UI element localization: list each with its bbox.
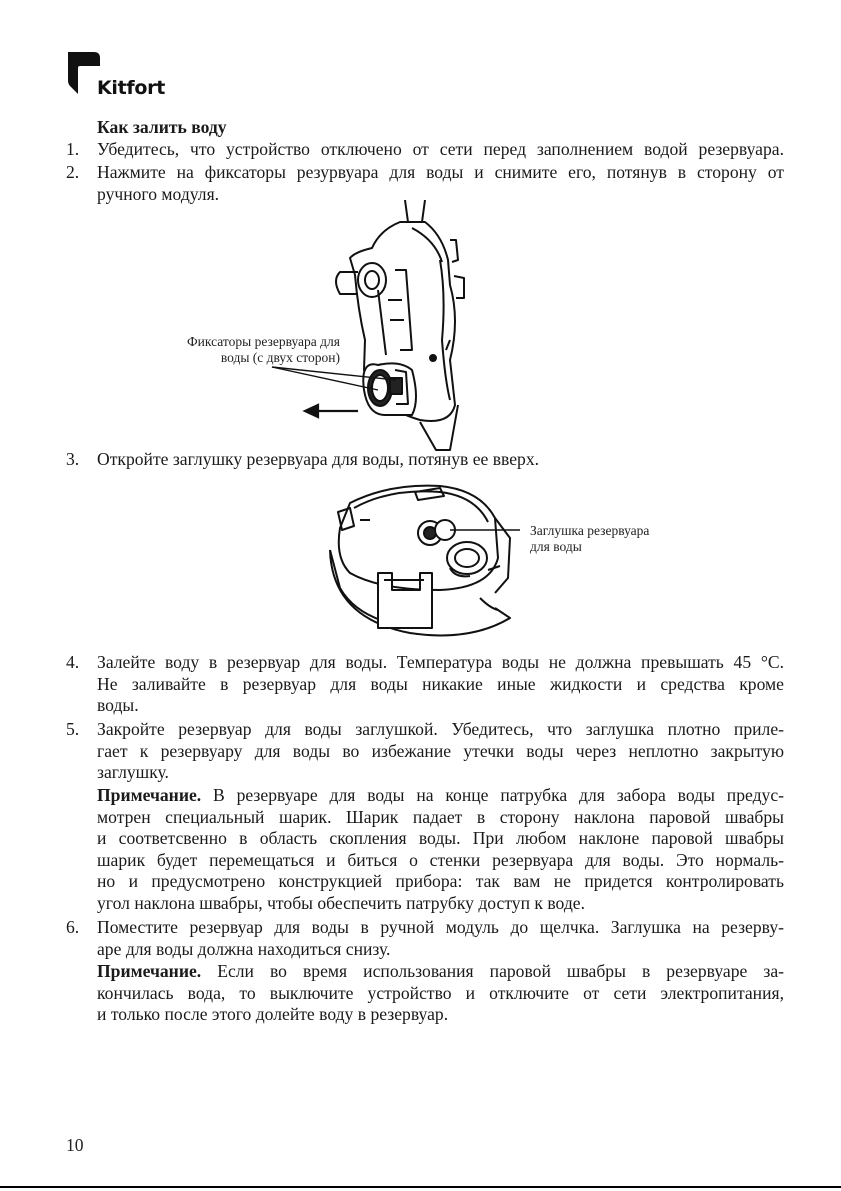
step-4-number: 4.: [66, 652, 80, 672]
step-line: Откройте заглушку резервуара для воды, потянув ее вверх.: [97, 449, 540, 469]
step-1-text: [97, 139, 784, 161]
note-line: [97, 961, 784, 983]
step-line: Не заливайте в резервуар для воды никакие иные жидкости и средства кроме: [97, 673, 784, 694]
step-5-text: [97, 719, 784, 784]
step-line: Закройте резервуар для воды заглушкой. Убедитесь, что заглушка плотно приле-: [97, 719, 784, 739]
step-line: Нажмите на фиксаторы резурвуара для воды и снимите его, потянув в сторону от: [97, 162, 784, 182]
page-bottom-rule: [0, 1186, 841, 1188]
step-line: заглушку.: [97, 762, 169, 782]
step-line: Поместите резервуар для воды в ручной модуль до щелчка. Заглушка на резерву-: [97, 917, 784, 937]
note-label: Примечание.: [97, 961, 202, 981]
note-2: [97, 961, 784, 1026]
step-4-text: [97, 652, 784, 717]
step-line: ручного модуля.: [97, 183, 220, 204]
step-3-number: 3.: [66, 449, 80, 469]
page-number: 10: [66, 1135, 84, 1155]
section-heading: Как залить воду: [97, 117, 227, 137]
note-text: В резервуаре для воды на конце патрубка для забора воды предус-: [201, 785, 784, 805]
handheld-module-illustration: [150, 200, 480, 460]
step-6-number: 6.: [66, 917, 80, 937]
note-1: [97, 785, 784, 914]
note-line: но и предусмотрено конструкцией прибора: так вам не придется контролировать: [97, 871, 784, 891]
step-5-number: 5.: [66, 719, 80, 739]
brand-name: Kitfort: [97, 77, 165, 99]
step-3-text: [97, 449, 784, 471]
figure-2-caption: [530, 523, 700, 555]
step-2-text: [97, 162, 784, 205]
step-1-number: 1.: [66, 139, 80, 159]
figure-1-caption: [160, 334, 340, 366]
step-line: Убедитесь, что устройство отключено от сети перед заполнением водой резервуара.: [97, 139, 784, 159]
note-line: кончилась вода, то выключите устройство и отключите от сети электропитания,: [97, 982, 784, 1003]
step-line: гает к резервуару для воды во избежание утечки воды через неплотно закрытую: [97, 740, 784, 761]
water-reservoir-illustration: [320, 478, 680, 644]
figure-1-caption-line: воды (с двух сторон): [220, 350, 340, 365]
note-line: шарик будет перемещаться и биться о стенки резервуара для воды. Это нормаль-: [97, 849, 784, 870]
figure-1-caption-line: Фиксаторы резервуара для: [187, 334, 340, 349]
step-6-text: [97, 917, 784, 960]
note-line: и соответсвенно в область скопления воды. При любом наклоне паровой швабры: [97, 828, 784, 848]
step-line: Залейте воду в резервуар для воды. Температура воды не должна превышать 45 °С.: [97, 652, 784, 672]
note-line: и только после этого долейте воду в резервуар.: [97, 1004, 449, 1024]
step-line: аре для воды должна находиться снизу.: [97, 938, 391, 959]
note-line: мотрен специальный шарик. Шарик падает в сторону наклона паровой швабры: [97, 806, 784, 827]
figure-2-caption-line: Заглушка резервуара: [530, 523, 650, 538]
figure-2-caption-line: для воды: [530, 539, 582, 554]
note-text: Если во время использования паровой швабры в резервуаре за-: [201, 961, 784, 981]
note-line: [97, 785, 784, 807]
note-label: Примечание.: [97, 785, 202, 805]
note-line: угол наклона швабры, чтобы обеспечить патрубку доступ к воде.: [97, 892, 585, 913]
step-2-number: 2.: [66, 162, 80, 182]
step-line: воды.: [97, 695, 139, 715]
